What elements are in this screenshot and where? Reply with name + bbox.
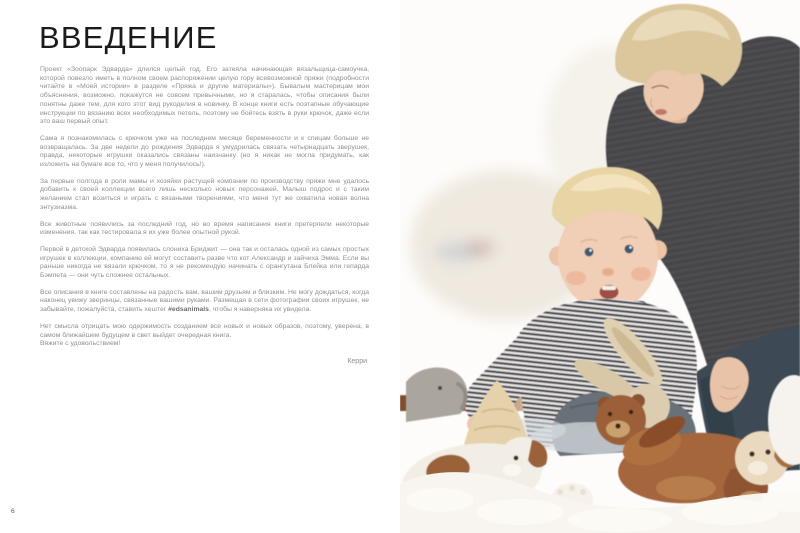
baby-cheek-right [631,267,651,281]
baby-teeth [602,286,616,290]
paragraph-with-hashtag [40,289,369,315]
right-page-photo [400,0,800,533]
toy-elephant [406,367,468,422]
paragraph-text: , чтобы я наверняка их увидела. [208,306,312,314]
baby-eye-glint-right [629,246,631,248]
baby-nose [602,268,614,276]
page-number: 6 [11,508,15,515]
closing-line: Вяжите с удовольствием! [40,340,121,348]
paragraph: Сама я познакомилась с крючком уже на последнем месяце беременности и к спицам больше не возвращалась. За две недели до рождения Эдварда я умудрилась связать четырнадцать зверушек, правда, некоторые игрушки оказались связаны наизнанку (но я никак не могла придумать, как изложить на бумаге все то, что у меня получилось!). [40,134,369,169]
paragraph-text: Все описания в книге составлены на радость вам, вашим друзьям и близким. Не могу дождаться, когда наконец увижу зверинцы, связанные вашими руками. Размещая в сети фотографии своих игрушек, не забывайте, пожалуйста, ставить хештег [40,288,369,314]
paragraph: Нет смысла отрицать мою одержимость созданием все новых и новых образов, поэтому, уверена, в самом ближайшем будущем в свет выйдет очередная книга. [40,322,369,339]
baby-eye-left [585,248,594,257]
paragraph: Первой в детской Эдварда появилась слониха Бриджит — она так и осталась одной из самых простых игрушек в коллекции, компанию ей могут составить разве что кот Александр и зайчиха Эмма. Если вы раньше никогда не вязали крючком, то я не рекомендую начинать с орангутана Блейка или гепарда Бэмпета — они чуть сложнее остальных. [40,245,369,280]
paragraph: За первые полгода в роли мамы и хозяйки растущей компании по производству пряжи мне удалось добавить к своей коллекции всего лишь несколько новых персонажей. Малыш подрос и с таким желанием стал возиться и играть с вязаными творениями, что меня тут же охватила новая волна энтузиазма. [40,177,369,211]
page-title: ВВЕДЕНИЕ [39,20,218,55]
hashtag: #edsanimals [168,306,209,314]
woman-lips [655,109,667,115]
baby-eye-glint-left [589,249,591,251]
introduction-text [40,66,369,367]
baby-eye-right [625,245,634,254]
paragraph: Все животные появились за последний год, но во время написания книги претерпели некоторые изменения, так как тестировала я их уже более опытной рукой. [40,220,369,237]
baby-cheek-left [566,271,586,285]
author-signature: Керри [347,357,367,365]
paragraph: Проект «Зоопарк Эдварда» длился целый год. Его затеяла начинающая вязальщица-самоучка, которой повезло иметь в полном своем распоряжении целую гору всевозможной пряжи (подробности читайте в «Моей истории» в разделе «Пряжа и другие материалы»). Бывалым мастерицам мои объяснения, возможно, покажутся не совсем привычными, но я старалась, чтобы описания были понятны даже тем, для кого этот вид рукоделия в новинку. В конце книги есть поэтапные обучающие инструкции по вязанию всех необходимых петель, поэтому не бойтесь взять в руки крючок, даже если это ваш первый опыт. [40,66,369,126]
